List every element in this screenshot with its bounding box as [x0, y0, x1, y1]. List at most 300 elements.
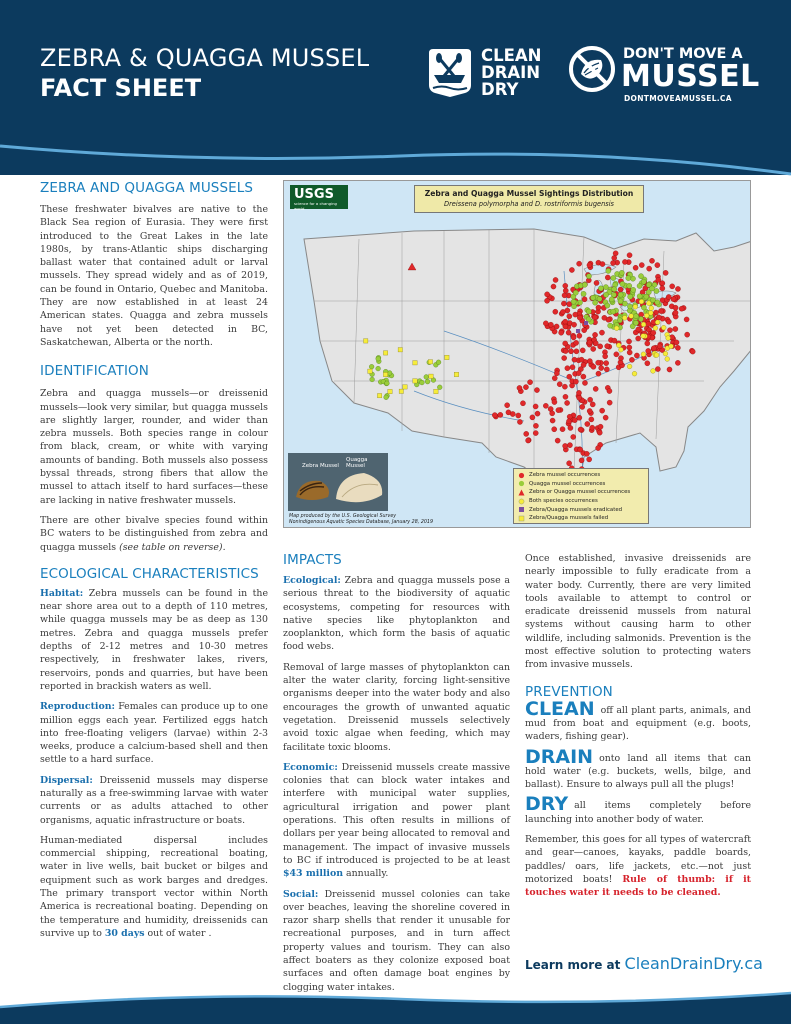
occurrence-marker: [651, 369, 656, 374]
para-other-bivalves: There are other bivalve species found within BC waters to be distinguished from zebra and quagga mussels (see table on reverse).: [40, 514, 268, 553]
occurrence-marker: [587, 263, 592, 268]
occurrence-marker: [571, 299, 576, 304]
occurrence-marker: [413, 361, 417, 365]
occurrence-marker: [634, 353, 639, 358]
occurrence-marker: [581, 291, 586, 296]
occurrence-marker: [577, 333, 582, 338]
map-subtitle: Dreissena polymorpha and D. rostriformis bugensis: [444, 200, 614, 208]
occurrence-marker: [553, 277, 558, 282]
occurrence-marker: [533, 404, 538, 409]
occurrence-marker: [655, 366, 660, 371]
para-drain: DRAIN onto land all items that can hold water (e.g. buckets, wells, bilge, and ballast). Ensure to always pull all the plugs!: [525, 745, 751, 791]
occurrence-marker: [492, 413, 497, 418]
occurrence-marker: [445, 355, 449, 359]
dmm-line-2: MUSSEL: [621, 59, 760, 94]
occurrence-marker: [563, 324, 568, 329]
occurrence-marker: [593, 386, 598, 391]
occurrence-marker: [570, 365, 575, 370]
occurrence-marker: [582, 297, 587, 302]
occurrence-marker: [533, 423, 538, 428]
occurrence-marker: [627, 253, 632, 258]
occurrence-marker: [684, 317, 689, 322]
rule-of-thumb: Rule of thumb: if it touches water it needs to be cleaned.: [525, 873, 751, 899]
occurrence-marker: [567, 374, 572, 379]
occurrence-marker: [657, 344, 662, 349]
cdd-word-drain: DRAIN: [481, 63, 541, 82]
occurrence-marker: [592, 315, 597, 320]
occurrence-marker: [663, 351, 668, 356]
heading-prevention: PREVENTION: [525, 683, 613, 700]
occurrence-marker: [403, 385, 407, 389]
occurrence-marker: [669, 344, 674, 349]
occurrence-marker: [562, 384, 567, 389]
occurrence-marker: [383, 351, 387, 355]
para-intro: These freshwater bivalves are native to the Black Sea region of Eurasia. They were first introduced to the Great Lakes in the late 1980s, by trans-Atlantic ships discharging ballast water that contained adult or larval mussels. They spread widely and as of 2019, can be found in Ontario, Quebec and Manitoba. They are now established in at least 24 American states. Quagga and zebra mussels have not yet been detected in BC, Saskatchewan, Alberta or the north.: [40, 204, 268, 348]
occurrence-marker: [599, 330, 604, 335]
occurrence-marker: [673, 310, 678, 315]
occurrence-marker: [597, 296, 602, 301]
occurrence-marker: [602, 315, 607, 320]
right-column: [525, 552, 751, 907]
occurrence-marker: [566, 330, 571, 335]
occurrence-marker: [641, 279, 646, 284]
heading-impacts: IMPACTS: [283, 552, 342, 568]
occurrence-marker: [618, 356, 623, 361]
occurrence-marker: [605, 344, 610, 349]
occurrence-marker: [645, 361, 650, 366]
cdd-word-clean: CLEAN: [481, 46, 542, 65]
occurrence-marker: [579, 357, 584, 362]
occurrence-marker: [661, 325, 666, 330]
occurrence-marker: [654, 353, 659, 358]
occurrence-marker: [618, 287, 623, 292]
occurrence-marker: [656, 315, 661, 320]
occurrence-marker: [641, 322, 646, 327]
occurrence-marker: [653, 326, 658, 331]
occurrence-marker: [604, 367, 609, 372]
occurrence-marker: [609, 297, 614, 302]
occurrence-marker: [582, 282, 587, 287]
occurrence-marker: [646, 348, 651, 353]
occurrence-marker: [385, 381, 390, 386]
legend-yellow-square-icon: [518, 515, 525, 522]
occurrence-marker: [498, 412, 503, 417]
occurrence-marker: [534, 387, 539, 392]
occurrence-marker: [370, 377, 375, 382]
occurrence-marker: [646, 321, 651, 326]
occurrence-marker: [685, 332, 690, 337]
occurrence-marker: [574, 340, 579, 345]
occurrence-marker: [673, 326, 678, 331]
occurrence-marker: [563, 443, 568, 448]
occurrence-marker: [593, 300, 598, 305]
occurrence-marker: [551, 284, 556, 289]
occurrence-marker: [562, 293, 567, 298]
occurrence-marker: [667, 328, 672, 333]
occurrence-marker: [600, 408, 605, 413]
occurrence-marker: [658, 308, 663, 313]
occurrence-marker: [571, 434, 576, 439]
title-line-2: FACT SHEET: [40, 74, 202, 102]
occurrence-marker: [517, 385, 522, 390]
occurrence-marker: [428, 360, 432, 364]
heading-zebra-quagga: ZEBRA AND QUAGGA MUSSELS: [40, 180, 254, 196]
occurrence-marker: [523, 385, 528, 390]
occurrence-marker: [573, 290, 578, 295]
occurrence-marker: [577, 415, 582, 420]
occurrence-marker: [554, 371, 559, 376]
mussel-photo-inset: [288, 453, 388, 511]
occurrence-marker: [553, 309, 558, 314]
occurrence-marker: [581, 362, 586, 367]
dmm-website[interactable]: DONTMOVEAMUSSEL.CA: [624, 94, 732, 103]
occurrence-marker: [646, 301, 651, 306]
occurrence-marker: [576, 371, 581, 376]
dont-move-a-mussel-logo[interactable]: [567, 44, 767, 102]
occurrence-marker: [612, 255, 617, 260]
occurrence-marker: [622, 301, 627, 306]
legend-row-failed: Zebra/Quagga mussels failed: [518, 514, 644, 523]
occurrence-marker: [644, 313, 649, 318]
occurrence-marker: [641, 305, 646, 310]
occurrence-marker: [611, 309, 616, 314]
sightings-map: [283, 180, 751, 528]
occurrence-marker: [555, 438, 560, 443]
occurrence-marker: [429, 374, 433, 378]
occurrence-marker: [368, 369, 372, 373]
occurrence-marker: [648, 310, 653, 315]
occurrence-marker: [612, 287, 617, 292]
map-title-box: [414, 185, 644, 213]
occurrence-marker: [611, 275, 616, 280]
legend-row-eradicated: Zebra/Quagga mussels eradicated: [518, 505, 644, 514]
occurrence-marker: [557, 382, 562, 387]
occurrence-marker: [632, 371, 637, 376]
occurrence-marker: [552, 427, 557, 432]
occurrence-marker: [550, 411, 555, 416]
occurrence-marker: [563, 341, 568, 346]
occurrence-marker: [675, 286, 680, 291]
occurrence-marker: [620, 281, 625, 286]
occurrence-marker: [598, 344, 603, 349]
occurrence-marker: [577, 395, 582, 400]
clean-drain-dry-link[interactable]: CleanDrainDry.ca: [624, 954, 763, 973]
occurrence-marker: [543, 321, 548, 326]
word-drain: DRAIN: [525, 745, 594, 768]
occurrence-marker: [636, 336, 641, 341]
occurrence-marker: [651, 330, 656, 335]
occurrence-marker: [587, 340, 592, 345]
occurrence-marker: [627, 283, 632, 288]
para-phytoplankton: Removal of large masses of phytoplankton can alter the water clarity, forcing light-sensitive organisms deeper into the water body and also encourages the growth of unwanted aquatic vegetation. Dreissenid mussels selectively avoid toxic algae when feeding, which may facilitate toxic blooms.: [283, 661, 510, 753]
occurrence-marker: [582, 380, 587, 385]
occurrence-marker: [647, 266, 652, 271]
occurrence-marker: [560, 309, 565, 314]
occurrence-marker: [384, 395, 389, 400]
occurrence-marker: [517, 419, 522, 424]
occurrence-marker: [573, 379, 578, 384]
occurrence-marker: [568, 349, 573, 354]
occurrence-marker: [633, 320, 638, 325]
occurrence-marker: [562, 355, 567, 360]
legend-red-triangle-icon: [518, 489, 525, 496]
occurrence-marker: [603, 285, 608, 290]
para-reproduction: Reproduction: Females can produce up to one million eggs each year. Fertilized eggs hatch into free-floating veligers (larvae) within 2-3 weeks, produce a calcium-based shell and then settle to a hard surface.: [40, 701, 268, 766]
occurrence-marker: [629, 314, 634, 319]
usgs-logo: USGS science for a changing world: [290, 185, 348, 209]
cdd-word-dry: DRY: [481, 80, 519, 99]
occurrence-marker: [567, 314, 572, 319]
occurrence-marker: [639, 299, 644, 304]
map-title: Zebra and Quagga Mussel Sightings Distribution: [424, 189, 634, 198]
occurrence-marker: [568, 425, 573, 430]
occurrence-marker: [649, 286, 654, 291]
para-eradication: Once established, invasive dreissenids are nearly impossible to fully eradicate from a water body. Currently, there are very limited tools available to attempt to control or eradicate dreissenid mussels from natural systems without causing harm to other wildlife, including salmonids. Prevention is the most effective solution to protecting waters from invasive mussels.: [525, 553, 751, 671]
occurrence-marker: [598, 424, 603, 429]
occurrence-marker: [627, 350, 632, 355]
word-dry: DRY: [525, 793, 569, 816]
occurrence-marker: [591, 364, 596, 369]
occurrence-marker: [641, 334, 646, 339]
occurrence-marker: [573, 312, 578, 317]
occurrence-marker: [633, 265, 638, 270]
occurrence-marker: [651, 346, 656, 351]
occurrence-marker: [637, 283, 642, 288]
legend-row-zebra: Zebra mussel occurrences: [518, 471, 644, 480]
occurrence-marker: [627, 304, 632, 309]
occurrence-marker: [655, 263, 660, 268]
occurrence-marker: [690, 349, 695, 354]
occurrence-marker: [578, 447, 583, 452]
heading-ecological: ECOLOGICAL CHARACTERISTICS: [40, 565, 259, 582]
occurrence-marker: [399, 389, 403, 393]
clean-drain-dry-logo[interactable]: [425, 45, 545, 103]
occurrence-marker: [675, 360, 680, 365]
occurrence-marker: [572, 418, 577, 423]
para-remember: Remember, this goes for all types of watercraft and gear—canoes, kayaks, paddle boards, paddles/ oars, life jackets, etc.—not just motorized boats! Rule of thumb: if it touches water it needs to be cleaned.: [525, 834, 751, 899]
occurrence-marker: [631, 287, 636, 292]
title-line-1: ZEBRA & QUAGGA MUSSEL: [40, 44, 370, 72]
occurrence-marker: [563, 319, 568, 324]
occurrence-marker: [437, 385, 442, 390]
no-mussel-icon: [567, 44, 617, 94]
occurrence-marker: [633, 314, 638, 319]
occurrence-marker: [675, 345, 680, 350]
occurrence-marker: [667, 367, 672, 372]
learn-more: [525, 954, 763, 973]
occurrence-marker: [564, 400, 569, 405]
para-clean: CLEAN off all plant parts, animals, and mud from boat and equipment (e.g. boots, waders, fishing gear).: [525, 697, 751, 743]
occurrence-marker: [545, 292, 550, 297]
occurrence-marker: [600, 261, 605, 266]
occurrence-marker: [618, 292, 623, 297]
occurrence-marker: [660, 281, 665, 286]
para-economic-impact: Economic: Dreissenid mussels create massive colonies that can block water intakes and interfere with municipal water supplies, agricultural irrigation and power plant operations. This often results in millions of dollars per year being allocated to removal and management. The impact of invasive mussels to BC if introduced is projected to be at least $43 million annually.: [283, 761, 510, 880]
occurrence-marker: [586, 274, 591, 279]
para-dispersal: Dispersal: Dreissenid mussels may disperse naturally as a free-swimming larvae with water currents or as adults attached to other organisms, aquatic infrastructure or boats.: [40, 774, 268, 826]
occurrence-marker: [577, 261, 582, 266]
occurrence-marker: [645, 341, 650, 346]
occurrence-marker: [628, 294, 633, 299]
para-habitat: Habitat: Zebra mussels can be found in the near shore area out to a depth of 110 metres, while quagga mussels may be as deep as 130 metres. Zebra and quagga mussels prefer depths of 2-12 metres and 10-30 metres respectively, in freshwater lakes, rivers, reservoirs, ponds and quarries, but have been reported in brackish waters as well.: [40, 587, 268, 692]
occurrence-marker: [666, 294, 671, 299]
map-legend: [513, 468, 649, 524]
header-wave-divider: [0, 118, 791, 188]
occurrence-marker: [633, 304, 638, 309]
occurrence-marker: [663, 270, 668, 275]
occurrence-marker: [674, 340, 679, 345]
occurrence-marker: [566, 419, 571, 424]
occurrence-marker: [434, 389, 438, 393]
occurrence-marker: [622, 259, 627, 264]
occurrence-marker: [671, 296, 676, 301]
occurrence-marker: [569, 267, 574, 272]
occurrence-marker: [649, 306, 654, 311]
occurrence-marker: [612, 338, 617, 343]
occurrence-marker: [383, 372, 387, 376]
occurrence-marker: [587, 457, 592, 462]
word-clean: CLEAN: [525, 697, 595, 720]
occurrence-marker: [520, 401, 525, 406]
occurrence-marker: [644, 294, 649, 299]
occurrence-marker: [560, 427, 565, 432]
occurrence-marker: [369, 364, 374, 369]
legend-red-circle-icon: [518, 472, 525, 479]
middle-column: [283, 552, 510, 1001]
occurrence-marker: [556, 408, 561, 413]
occurrence-marker: [505, 403, 510, 408]
occurrence-marker: [589, 417, 594, 422]
occurrence-marker: [605, 303, 610, 308]
occurrence-marker: [530, 415, 535, 420]
occurrence-marker: [665, 357, 670, 362]
map-credit: Map produced by the U.S. Geological Survey Nonindigenous Aquatic Species Database, January 28, 2019: [289, 514, 434, 525]
occurrence-marker: [436, 360, 441, 365]
learn-more-prefix: Learn more at: [525, 958, 625, 972]
occurrence-marker: [679, 306, 684, 311]
para-identification: Zebra and quagga mussels—or dreissenid mussels—look very similar, but quagga mussels are slightly larger, rounder, and wider than zebra mussels. Both species range in colour from black, cream, or white with varying amounts of banding. Both mussels also possess byssal threads, strong fibers that allow the mussel to attach itself to hard surfaces—these are lacking in native freshwater mussels.: [40, 388, 268, 506]
occurrence-marker: [666, 336, 671, 341]
occurrence-marker: [605, 275, 610, 280]
occurrence-marker: [376, 366, 381, 371]
occurrence-marker: [398, 348, 402, 352]
occurrence-marker: [567, 461, 572, 466]
occurrence-marker: [588, 397, 593, 402]
occurrence-marker: [622, 315, 627, 320]
legend-green-circle-icon: [518, 480, 525, 487]
occurrence-marker: [637, 294, 642, 299]
occurrence-marker: [425, 379, 430, 384]
occurrence-marker: [626, 339, 631, 344]
occurrence-marker: [535, 411, 540, 416]
legend-yellow-circle-icon: [518, 498, 525, 505]
occurrence-marker: [544, 298, 549, 303]
occurrence-marker: [596, 305, 601, 310]
occurrence-marker: [579, 458, 584, 463]
occurrence-marker: [574, 349, 579, 354]
occurrence-marker: [376, 356, 381, 361]
occurrence-marker: [607, 388, 612, 393]
occurrence-marker: [586, 309, 591, 314]
left-column: [40, 180, 268, 947]
occurrence-marker: [576, 390, 581, 395]
occurrence-marker: [567, 443, 572, 448]
occurrence-marker: [388, 389, 392, 393]
occurrence-marker: [590, 402, 595, 407]
occurrence-marker: [614, 326, 619, 331]
legend-row-zebra-or-quagga: Zebra or Quagga mussel occurrences: [518, 488, 644, 497]
occurrence-marker: [578, 427, 583, 432]
occurrence-marker: [603, 292, 608, 297]
para-ecological-impact: Ecological: Zebra and quagga mussels pose a serious threat to the biodiversity of aquatic ecosystems, competing for resources with native species like phytoplankton and zooplankton, which form the basis of aquatic food webs.: [283, 575, 510, 653]
occurrence-marker: [613, 251, 618, 256]
occurrence-marker: [596, 360, 601, 365]
occurrence-marker: [597, 430, 602, 435]
occurrence-marker: [420, 380, 425, 385]
occurrence-marker: [596, 445, 601, 450]
occurrence-marker: [567, 414, 572, 419]
occurrence-marker: [629, 357, 634, 362]
occurrence-marker: [552, 376, 557, 381]
occurrence-marker: [571, 322, 576, 327]
occurrence-marker: [587, 408, 592, 413]
occurrence-marker: [571, 335, 576, 340]
heading-identification: IDENTIFICATION: [40, 363, 149, 380]
occurrence-marker: [591, 346, 596, 351]
occurrence-marker: [596, 371, 601, 376]
occurrence-marker: [627, 345, 632, 350]
occurrence-marker: [590, 295, 595, 300]
para-human-dispersal: Human-mediated dispersal includes commercial shipping, recreational boating, water in live wells, bait bucket or bilges and equipment such as work barges and dredges. The primary transport vector within North America is recreational boating. Depending on the temperature and humidity, dreissenids can survive up to 30 days out of water .: [40, 834, 268, 939]
occurrence-marker: [603, 354, 608, 359]
occurrence-marker: [603, 415, 608, 420]
occurrence-marker: [580, 404, 585, 409]
occurrence-marker: [639, 262, 644, 267]
occurrence-marker: [526, 438, 531, 443]
occurrence-marker: [563, 394, 568, 399]
occurrence-marker: [649, 258, 654, 263]
occurrence-marker: [552, 399, 557, 404]
occurrence-marker: [413, 379, 417, 383]
occurrence-marker: [581, 374, 586, 379]
occurrence-marker: [604, 361, 609, 366]
clean-drain-dry-wordmark: [481, 47, 541, 98]
occurrence-marker: [550, 418, 555, 423]
occurrence-marker: [593, 341, 598, 346]
occurrence-marker: [666, 319, 671, 324]
occurrence-marker: [590, 425, 595, 430]
occurrence-marker: [548, 322, 553, 327]
occurrence-marker: [670, 284, 675, 289]
occurrence-marker: [585, 421, 590, 426]
occurrence-marker: [619, 270, 624, 275]
occurrence-marker: [610, 260, 615, 265]
occurrence-marker: [527, 380, 532, 385]
occurrence-marker: [607, 400, 612, 405]
occurrence-marker: [608, 323, 613, 328]
occurrence-marker: [524, 431, 529, 436]
occurrence-marker: [559, 330, 564, 335]
dmm-line-1: DON'T MOVE A: [623, 46, 743, 62]
occurrence-marker: [655, 320, 660, 325]
occurrence-marker: [673, 305, 678, 310]
legend-row-both: Both species occurrences: [518, 497, 644, 506]
occurrence-marker: [598, 286, 603, 291]
occurrence-marker: [563, 288, 568, 293]
occurrence-marker: [641, 352, 646, 357]
occurrence-marker: [606, 268, 611, 273]
legend-row-quagga: Quagga mussel occurrences: [518, 480, 644, 489]
